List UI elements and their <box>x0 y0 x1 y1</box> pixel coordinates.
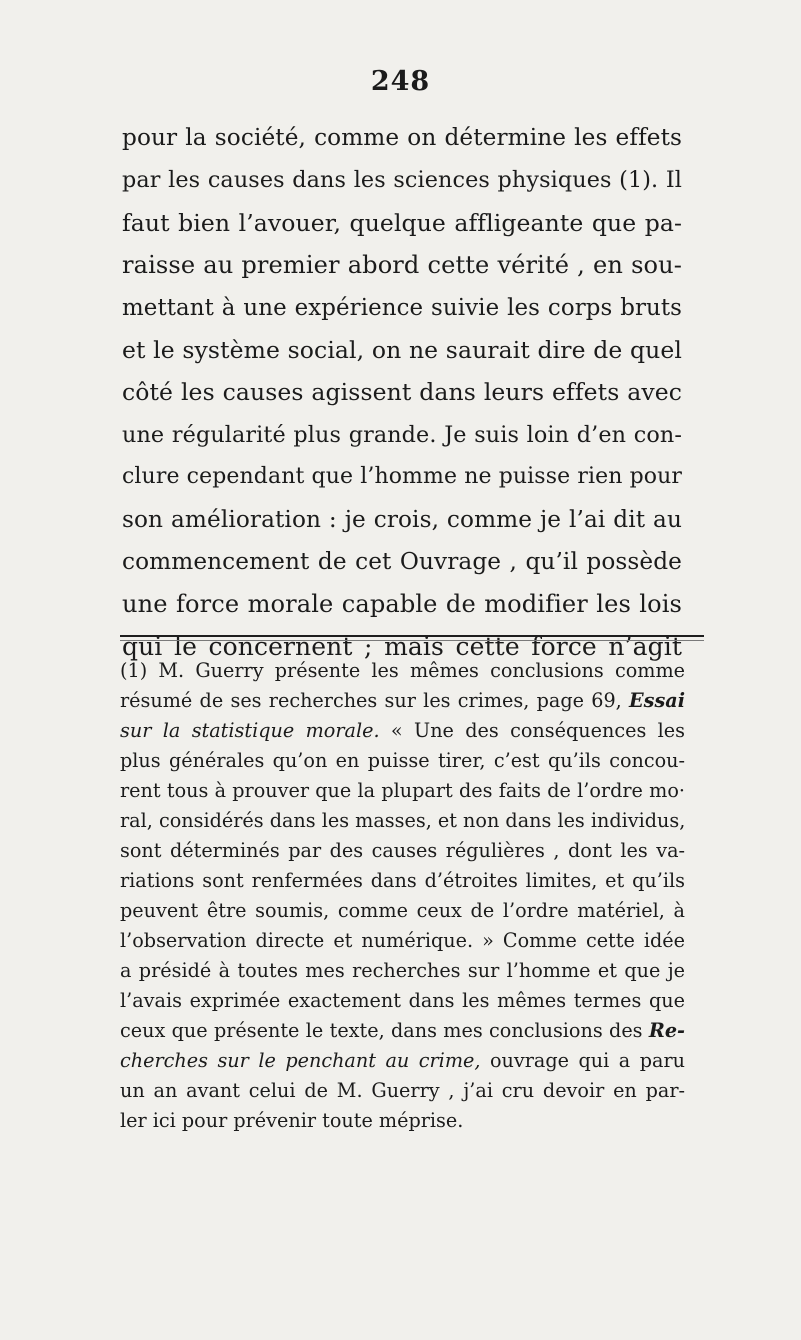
footnote-text-span: plus générales qu’on en puisse tirer, c’est qu’ils concou- <box>120 749 685 772</box>
footnote-separator-rule-thin <box>120 640 704 641</box>
footnote-line <box>120 806 685 836</box>
footnote-text-span: résumé de ses recherches sur les crimes, page 69, <box>120 689 630 712</box>
footnote <box>120 656 685 1136</box>
body-text-line: par les causes dans les sciences physiques (1). Il <box>122 167 682 194</box>
footnote-line <box>120 746 685 776</box>
footnote-line <box>120 1076 685 1106</box>
footnote-text-span: l’observation directe et numérique. » Comme cette idée <box>120 929 685 952</box>
footnote-text-span: rent tous à prouver que la plupart des faits de l’ordre mo· <box>120 779 685 802</box>
footnote-line <box>120 1046 685 1076</box>
body-text-line: commencement de cet Ouvrage , qu’il possède <box>122 547 682 575</box>
footnote-line <box>120 1106 685 1136</box>
body-text-line: pour la société, comme on détermine les effets <box>122 124 682 151</box>
footnote-text-span: ral, considérés dans les masses, et non dans les individus, <box>120 809 686 832</box>
body-text-line: mettant à une expérience suivie les corps bruts <box>122 294 682 321</box>
body-text-line: une force morale capable de modifier les lois <box>122 590 682 619</box>
footnote-line <box>120 956 685 986</box>
footnote-text-span: un an avant celui de M. Guerry , j’ai cru devoir en par- <box>120 1079 685 1102</box>
footnote-line <box>120 686 685 716</box>
footnote-line <box>120 986 685 1016</box>
footnote-text-span: cherches sur le penchant au crime, <box>120 1049 481 1072</box>
footnote-line <box>120 656 685 686</box>
body-text-line: faut bien l’avouer, quelque affligeante que pa- <box>122 208 682 237</box>
body-text-line: et le système social, on ne saurait dire de quel <box>122 335 682 364</box>
footnote-text-span: l’avais exprimée exactement dans les mêmes termes que <box>120 989 685 1012</box>
page-number: 248 <box>370 66 431 97</box>
footnote-text-span: ler ici pour prévenir toute méprise. <box>120 1109 464 1132</box>
footnote-text-span: ceux que présente le texte, dans mes conclusions des <box>120 1019 649 1042</box>
footnote-text-span: « Une des conséquences les <box>379 719 685 742</box>
body-text-line: clure cependant que l’homme ne puisse rien pour <box>122 464 682 490</box>
footnote-line <box>120 716 685 746</box>
footnote-text-span: riations sont renfermées dans d’étroites limites, et qu’ils <box>120 869 685 892</box>
footnote-line <box>120 866 685 896</box>
footnote-line <box>120 836 685 866</box>
footnote-separator-rule <box>120 635 704 637</box>
body-text-line: qui le concernent ; mais cette force n’agit <box>122 631 682 661</box>
footnote-text-span: Re- <box>648 1019 685 1042</box>
footnote-line <box>120 896 685 926</box>
footnote-text-span: ouvrage qui a paru <box>480 1049 685 1072</box>
footnote-text-span: Essai <box>629 689 685 712</box>
footnote-text-span: sont déterminés par des causes régulières , dont les va- <box>120 839 685 862</box>
footnote-text-span: sur la statistique morale. <box>120 719 380 742</box>
footnote-text-span: peuvent être soumis, comme ceux de l’ordre matériel, à <box>120 899 685 922</box>
footnote-line <box>120 1016 685 1046</box>
body-text-line: une régularité plus grande. Je suis loin d’en con- <box>122 421 682 448</box>
body-text-line: côté les causes agissent dans leurs effets avec <box>122 378 682 407</box>
body-text-line: raisse au premier abord cette vérité , en sou- <box>122 251 682 280</box>
footnote-text-span: a présidé à toutes mes recherches sur l’homme et que je <box>120 959 685 982</box>
footnote-line <box>120 926 685 956</box>
footnote-text-span: (1) M. Guerry présente les mêmes conclusions comme <box>120 659 685 682</box>
main-text <box>122 117 682 668</box>
body-text-line: son amélioration : je crois, comme je l’ai dit au <box>122 505 682 533</box>
footnote-line <box>120 776 685 806</box>
